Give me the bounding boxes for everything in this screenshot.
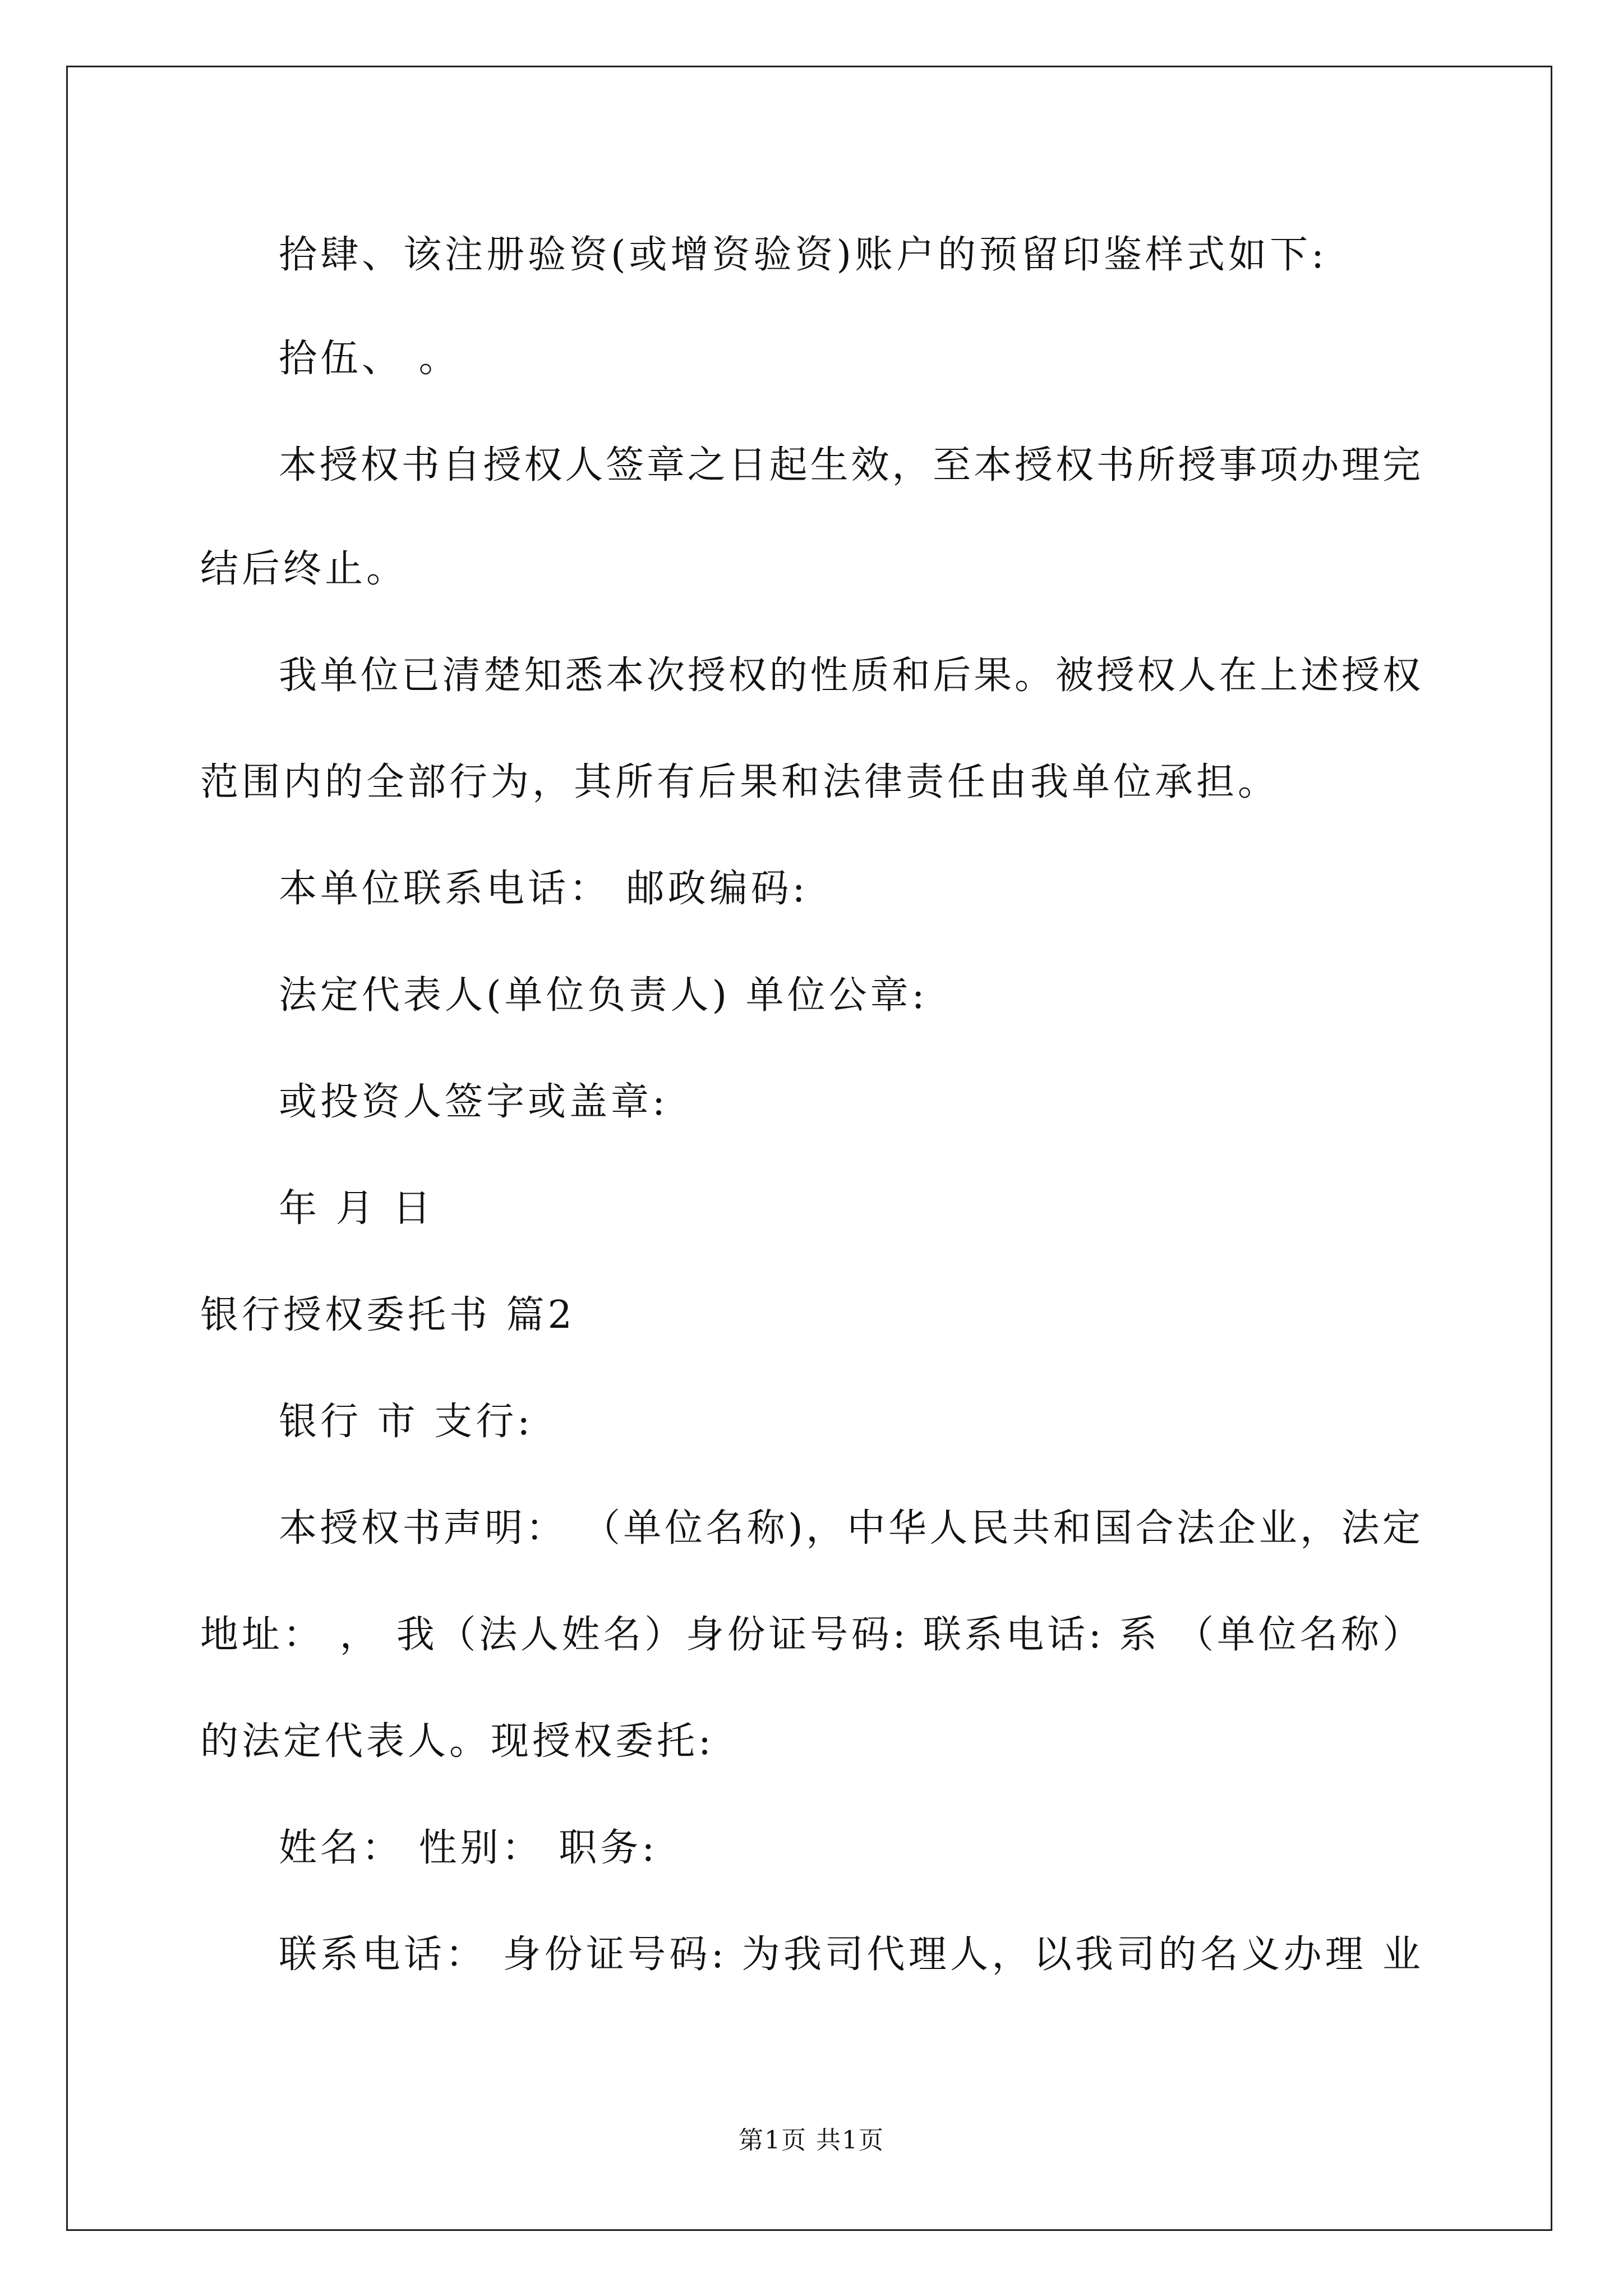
- paragraph-acknowledge-line2: 范围内的全部行为，其所有后果和法律责任由我单位承担。: [200, 760, 1280, 804]
- paragraph-validity-line1: 本授权书自授权人签章之日起生效，至本授权书所授事项办理完: [279, 443, 1423, 487]
- page-border: [66, 66, 1552, 2231]
- paragraph-15: 拾伍、 。: [279, 337, 460, 381]
- agent-name-gender-title: 姓名： 性别： 职务:: [279, 1826, 658, 1870]
- declaration-line2: 地址： ， 我（法人姓名）身份证号码: 联系电话: 系 （单位名称）: [200, 1613, 1423, 1657]
- investor-signature: 或投资人签字或盖章:: [279, 1080, 668, 1124]
- section-heading: 银行授权委托书 篇2: [200, 1293, 575, 1337]
- paragraph-acknowledge-line1: 我单位已清楚知悉本次授权的性质和后果。被授权人在上述授权: [279, 654, 1423, 698]
- declaration-line1: 本授权书声明： （单位名称)，中华人民共和国合法企业，法定: [279, 1506, 1423, 1550]
- contact-phone-postal: 本单位联系电话： 邮政编码:: [279, 867, 809, 911]
- legal-rep-seal: 法定代表人(单位负责人) 单位公章:: [279, 973, 928, 1018]
- paragraph-validity-line2: 结后终止。: [200, 547, 408, 591]
- page-number-footer: 第1页 共1页: [739, 2126, 884, 2155]
- agent-contact-line: 联系电话： 身份证号码: 为我司代理人，以我司的名义办理 业: [279, 1932, 1423, 1977]
- paragraph-14: 拾肆、该注册验资(或增资验资)账户的预留印鉴样式如下:: [279, 233, 1327, 277]
- declaration-line3: 的法定代表人。现授权委托:: [200, 1719, 714, 1764]
- date-line: 年 月 日: [279, 1186, 435, 1231]
- bank-branch-line: 银行 市 支行:: [279, 1400, 534, 1444]
